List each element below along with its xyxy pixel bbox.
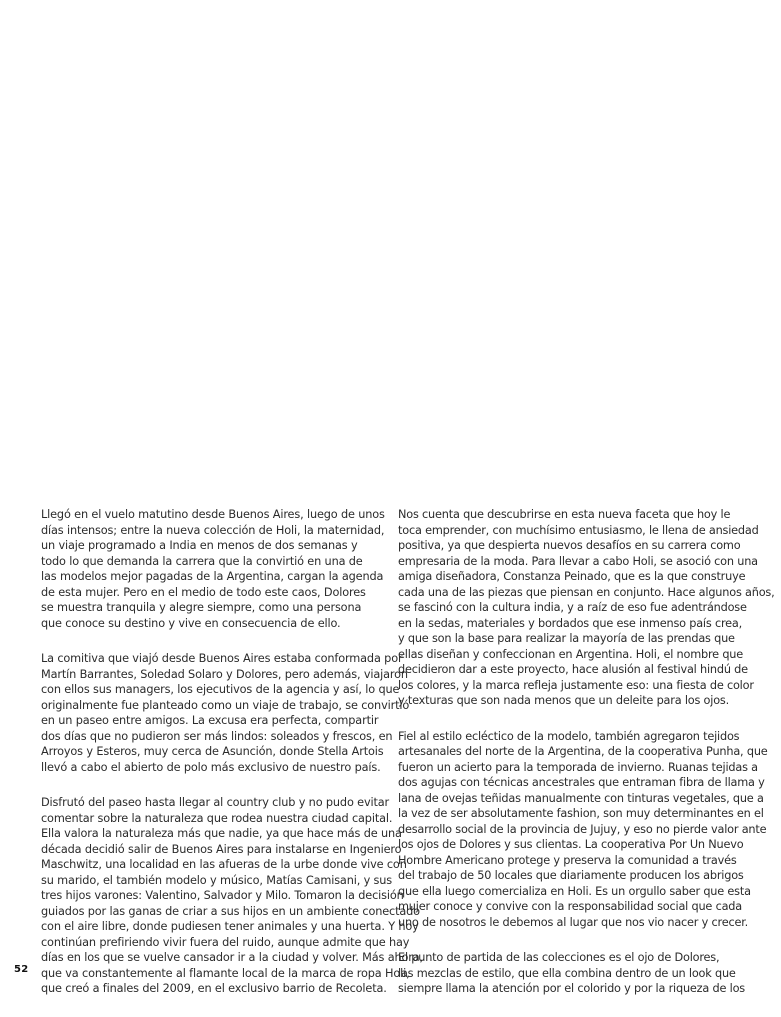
text-line: Arroyos y Esteros, muy cerca de Asunción, donde Stella Artois	[41, 745, 384, 758]
text-line: que creó a finales del 2009, en el exclusivo barrio de Recoleta.	[41, 982, 387, 995]
text-line: Nos cuenta que descubrirse en esta nueva faceta que hoy le	[398, 508, 731, 521]
text-line: lana de ovejas teñidas manualmente con tinturas vegetales, que a	[398, 791, 764, 805]
text-line: su marido, el también modelo y músico, Matías Camisani, y sus	[41, 873, 393, 887]
text-line: dos días que no pudieron ser más lindos: soleados y frescos, en	[41, 729, 393, 743]
text-line: desarrollo social de la provincia de Jujuy, y eso no pierde valor ante	[398, 822, 767, 836]
text-line: toca emprender, con muchísimo entusiasmo, le llena de ansiedad	[398, 523, 759, 537]
text-line: con el aire libre, donde pudiesen tener animales y una huerta. Y hoy	[41, 920, 419, 933]
text-line: Ella valora la naturaleza más que nadie, ya que hace más de una	[41, 827, 402, 840]
text-line: días intensos; entre la nueva colección de Holi, la maternidad,	[41, 523, 385, 537]
text-line: los ojos de Dolores y sus clientas. La cooperativa Por Un Nuevo	[398, 838, 744, 851]
text-line: artesanales del norte de la Argentina, de la cooperativa Punha, que	[398, 745, 768, 758]
text-line: Disfrutó del paseo hasta llegar al country club y no pudo evitar	[41, 796, 390, 809]
text-line: cada una de las piezas que piensan en conjunto. Hace algunos años,	[398, 585, 775, 599]
article-paragraph	[41, 795, 423, 997]
text-line: originalmente fue planteado como un viaje de trabajo, se convirtió	[41, 698, 410, 712]
text-line: todo lo que demanda la carrera que la convirtió en una de	[41, 554, 363, 568]
text-line: amiga diseñadora, Constanza Peinado, que es la que construye	[398, 570, 746, 583]
text-line: que conoce su destino y vive en consecuencia de ello.	[41, 616, 341, 630]
text-line: los colores, y la marca refleja justamente eso: una fiesta de color	[398, 678, 754, 692]
text-line: continúan prefiriendo vivir fuera del ruido, aunque admite que hay	[41, 935, 410, 949]
text-line: La comitiva que viajó desde Buenos Aires estaba conformada por	[41, 652, 403, 665]
text-line: uno de nosotros le debemos al lugar que nos vio nacer y crecer.	[398, 915, 749, 929]
page-number: 52	[14, 964, 29, 975]
text-line: Hombre Americano protege y preserva la comunidad a través	[398, 853, 737, 867]
text-line: Fiel al estilo ecléctico de la modelo, también agregaron tejidos	[398, 729, 740, 743]
text-line: El punto de partida de las colecciones es el ojo de Dolores,	[398, 951, 720, 964]
text-line: que va constantemente al flamante local de la marca de ropa Holi,	[41, 966, 410, 980]
text-line: ellas diseñan y confeccionan en Argentina. Holi, el nombre que	[398, 647, 743, 661]
article-paragraph	[41, 507, 385, 631]
text-line: de esta mujer. Pero en el medio de todo este caos, Dolores	[41, 585, 366, 599]
text-line: fueron un acierto para la temporada de invierno. Ruanas tejidas a	[398, 760, 758, 774]
article-paragraph	[398, 507, 775, 709]
text-line: década decidió salir de Buenos Aires para instalarse en Ingeniero	[41, 842, 402, 856]
article-paragraph	[398, 950, 745, 997]
text-line: Llegó en el vuelo matutino desde Buenos Aires, luego de unos	[41, 508, 385, 521]
text-line: llevó a cabo el abierto de polo más exclusivo de nuestro país.	[41, 760, 381, 774]
text-line: guiados por las ganas de criar a sus hijos en un ambiente conectado	[41, 904, 420, 918]
text-line: un viaje programado a India en menos de dos semanas y	[41, 539, 358, 552]
article-column-right	[398, 507, 775, 1017]
text-line: del trabajo de 50 locales que diariamente producen los abrigos	[398, 869, 744, 882]
text-line: y texturas que son nada menos que un deleite para los ojos.	[398, 694, 729, 707]
text-line: las mezclas de estilo, que ella combina dentro de un look que	[398, 966, 736, 980]
text-line: que ella luego comercializa en Holi. Es un orgullo saber que esta	[398, 884, 751, 898]
text-line: en un paseo entre amigos. La excusa era perfecta, compartir	[41, 714, 379, 727]
text-line: dos agujas con técnicas ancestrales que entraman fibra de llama y	[398, 776, 765, 789]
article-paragraph	[398, 729, 768, 931]
text-line: empresaria de la moda. Para llevar a cabo Holi, se asoció con una	[398, 554, 758, 568]
text-line: la vez de ser absolutamente fashion, son muy determinantes en el	[398, 807, 764, 820]
text-line: mujer conoce y convive con la responsabilidad social que cada	[398, 900, 742, 913]
text-line: y que son la base para realizar la mayoría de las prendas que	[398, 632, 735, 645]
text-line: decidieron dar a este proyecto, hace alusión al festival hindú de	[398, 663, 748, 676]
text-line: días en los que se vuelve cansador ir a la ciudad y volver. Más ahora,	[41, 951, 423, 964]
text-line: comentar sobre la naturaleza que rodea nuestra ciudad capital.	[41, 811, 393, 825]
text-line: positiva, ya que despierta nuevos desafíos en su carrera como	[398, 539, 741, 552]
text-line: Maschwitz, una localidad en las afueras de la urbe donde vive con	[41, 858, 407, 871]
text-line: Martín Barrantes, Soledad Solaro y Dolores, pero además, viajaron	[41, 667, 408, 681]
text-line: con ellos sus managers, los ejecutivos de la agencia y así, lo que	[41, 683, 400, 696]
article-column-left	[41, 507, 423, 1017]
text-line: tres hijos varones: Valentino, Salvador y Milo. Tomaron la decisión	[41, 889, 404, 902]
text-line: las modelos mejor pagadas de la Argentina, cargan la agenda	[41, 570, 384, 583]
text-line: en la sedas, materiales y bordados que ese inmenso país crea,	[398, 616, 743, 630]
text-line: siempre llama la atención por el colorido y por la riqueza de los	[398, 982, 745, 995]
text-line: se muestra tranquila y alegre siempre, como una persona	[41, 601, 362, 614]
text-line: se fascinó con la cultura india, y a raíz de eso fue adentrándose	[398, 601, 747, 614]
article-paragraph	[41, 651, 410, 775]
